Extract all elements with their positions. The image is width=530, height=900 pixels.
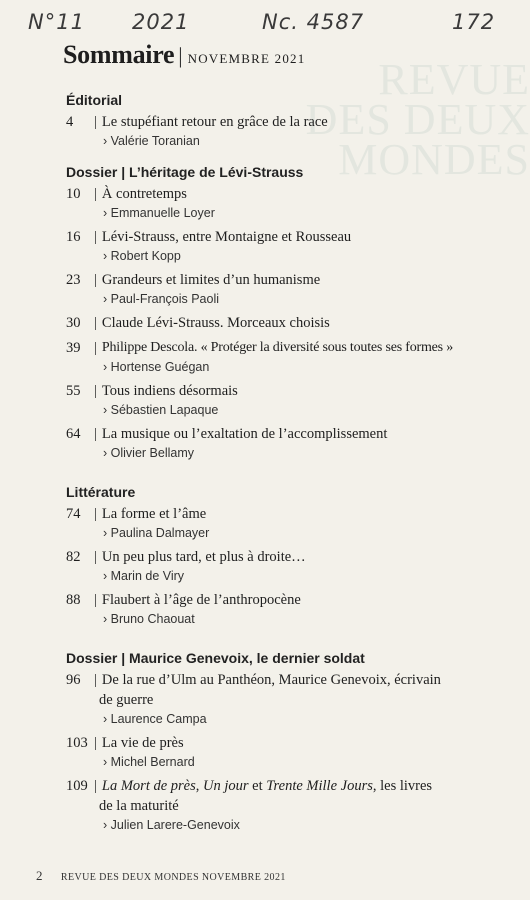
page-number: 96	[66, 672, 81, 688]
handwritten-issue-number: N°11	[28, 10, 85, 34]
book-title: Un jour	[203, 778, 249, 794]
entry-title: La vie de près	[101, 735, 184, 751]
entry-title: Tous indiens désormais	[101, 383, 238, 399]
section-heading-editorial: Éditorial	[66, 92, 123, 108]
toc-entry[interactable]: 16 | Lévi-Strauss, entre Montaigne et Rousseau › Robert Kopp	[66, 227, 506, 265]
page-number: 16	[66, 229, 81, 245]
page-number: 103	[66, 735, 88, 751]
page-number: 39	[66, 340, 81, 356]
entry-title: Grandeurs et limites d’un humanisme	[101, 272, 321, 288]
entry-author: › Bruno Chaouat	[103, 612, 195, 626]
entry-title: Philippe Descola. « Protéger la diversité sous toutes ses formes »	[101, 340, 454, 355]
folio-number: 2	[36, 868, 43, 883]
entry-title: Un peu plus tard, et plus à droite…	[101, 549, 306, 565]
page-number: 74	[66, 506, 81, 522]
page-footer	[36, 868, 496, 884]
entry-author: › Olivier Bellamy	[103, 446, 194, 460]
handwritten-reference: Nc. 4587	[262, 10, 365, 34]
toc-entry[interactable]: 109 | La Mort de près, Un jour et Trente Mille Jours, les livres de la maturité › Julien Larere-Genevoix	[66, 776, 506, 834]
handwritten-year: 2021	[132, 10, 190, 34]
footer-journal: REVUE DES DEUX MONDES NOVEMBRE 2021	[60, 872, 286, 883]
section-heading-litterature: Littérature	[66, 484, 136, 500]
entry-author: › Laurence Campa	[103, 712, 207, 726]
entry-title: La Mort de près, Un jour et Trente Mille Jours, les livres	[101, 778, 433, 794]
book-title: La Mort de près	[101, 778, 196, 794]
page-number: 10	[66, 186, 81, 202]
toc-entry[interactable]: 82 | Un peu plus tard, et plus à droite… › Marin de Viry	[66, 547, 506, 585]
toc-entry[interactable]: 64 | La musique ou l’exaltation de l’accomplissement › Olivier Bellamy	[66, 424, 506, 462]
entry-author: › Robert Kopp	[103, 249, 181, 263]
handwritten-notes	[0, 6, 530, 42]
entry-title-continued: de la maturité	[99, 798, 179, 814]
page-number: 4	[66, 114, 74, 130]
page-number: 23	[66, 272, 81, 288]
toc-entry[interactable]: 88 | Flaubert à l’âge de l’anthropocène › Bruno Chaouat	[66, 590, 506, 628]
entry-title: La forme et l’âme	[101, 506, 207, 522]
entry-title: Lévi-Strauss, entre Montaigne et Rousseau	[101, 229, 352, 245]
handwritten-page-count: 172	[452, 10, 496, 34]
section-heading-levi-strauss: Dossier | L’héritage de Lévi-Strauss	[66, 164, 304, 180]
entry-title-continued: de guerre	[99, 692, 154, 708]
entry-author: › Michel Bernard	[103, 755, 195, 769]
entry-author: › Marin de Viry	[103, 569, 185, 583]
toc-entry[interactable]: 4 | Le stupéfiant retour en grâce de la race › Valérie Toranian	[66, 112, 506, 150]
entry-title: Claude Lévi-Strauss. Morceaux choisis	[101, 315, 330, 331]
toc-entry[interactable]: 30 | Claude Lévi-Strauss. Morceaux choisis	[66, 313, 506, 333]
entry-author: › Paul-François Paoli	[103, 292, 220, 306]
entry-title: La musique ou l’exaltation de l’accomplissement	[101, 426, 388, 442]
entry-author: › Emmanuelle Loyer	[103, 206, 215, 220]
issue-month: NOVEMBRE 2021	[187, 51, 306, 66]
title-separator: |	[178, 43, 183, 68]
page-number: 88	[66, 592, 81, 608]
entry-author: › Paulina Dalmayer	[103, 526, 210, 540]
toc-entry[interactable]: 74 | La forme et l’âme › Paulina Dalmayer	[66, 504, 506, 542]
background-watermark: REVUE DES DEUX MONDES	[305, 55, 530, 184]
table-of-contents	[66, 92, 506, 839]
entry-title: Flaubert à l’âge de l’anthropocène	[101, 592, 301, 608]
entry-title: De la rue d’Ulm au Panthéon, Maurice Genevoix, écrivain	[101, 672, 441, 688]
toc-entry[interactable]: 96 | De la rue d’Ulm au Panthéon, Maurice Genevoix, écrivain de guerre › Laurence Campa	[66, 670, 506, 728]
section-heading-genevoix: Dossier | Maurice Genevoix, le dernier soldat	[66, 650, 365, 666]
toc-entry[interactable]: 23 | Grandeurs et limites d’un humanisme › Paul-François Paoli	[66, 270, 506, 308]
page-header	[63, 40, 503, 74]
page-number: 64	[66, 426, 81, 442]
entry-author: › Julien Larere-Genevoix	[103, 818, 240, 832]
page-number: 109	[66, 778, 88, 794]
entry-author: › Valérie Toranian	[103, 134, 200, 148]
toc-entry[interactable]: 10 | À contretemps › Emmanuelle Loyer	[66, 184, 506, 222]
page-number: 82	[66, 549, 81, 565]
entry-title: À contretemps	[101, 186, 187, 202]
entry-author: › Sébastien Lapaque	[103, 403, 219, 417]
toc-entry[interactable]: 39 | Philippe Descola. « Protéger la diversité sous toutes ses formes » › Hortense Guégan	[66, 338, 506, 376]
page-number: 30	[66, 315, 81, 331]
entry-author: › Hortense Guégan	[103, 360, 210, 374]
toc-entry[interactable]: 55 | Tous indiens désormais › Sébastien Lapaque	[66, 381, 506, 419]
entry-title: Le stupéfiant retour en grâce de la race	[101, 114, 328, 130]
page-number: 55	[66, 383, 81, 399]
page-title: Sommaire	[63, 40, 175, 69]
toc-entry[interactable]: 103 | La vie de près › Michel Bernard	[66, 733, 506, 771]
book-title: Trente Mille Jours	[266, 778, 373, 794]
